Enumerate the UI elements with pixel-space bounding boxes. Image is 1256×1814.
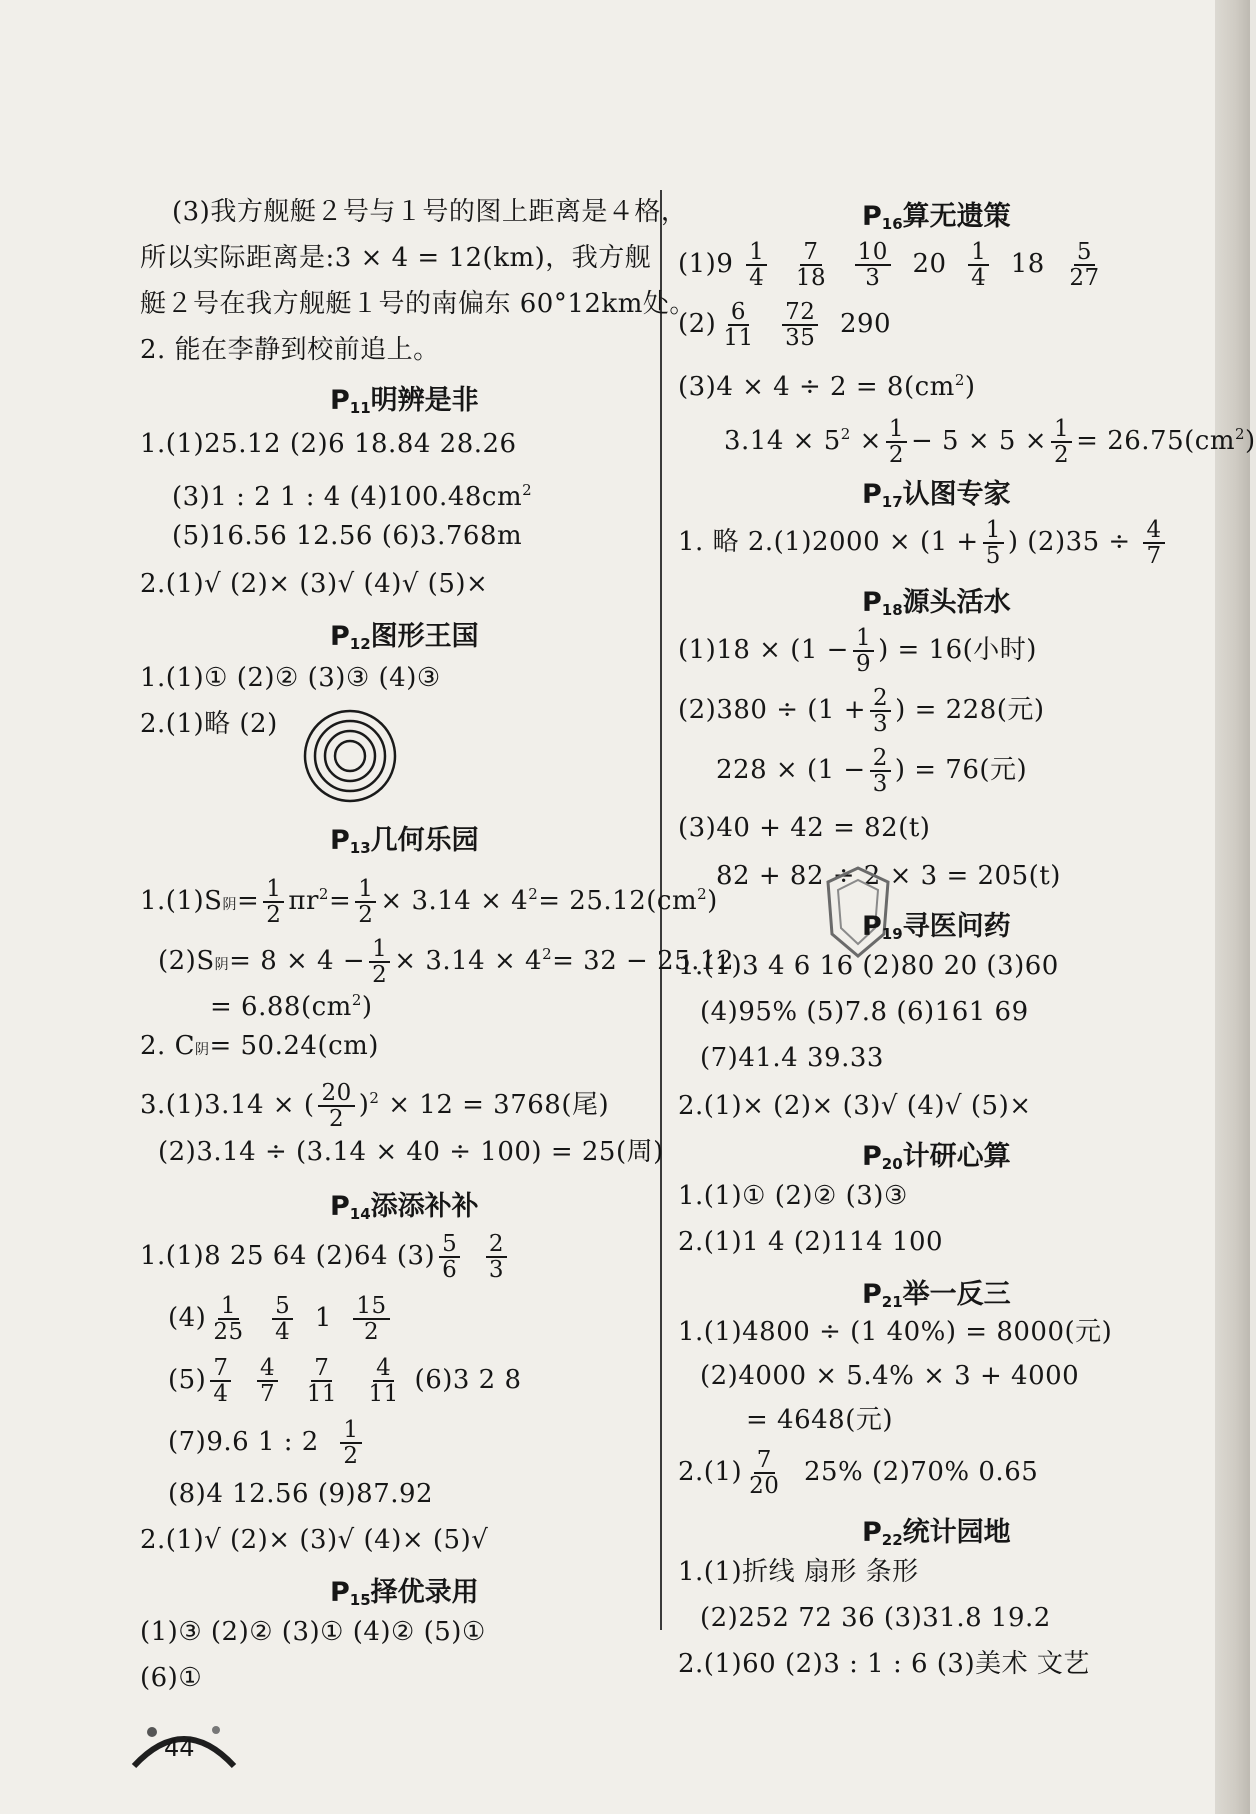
formula-line: 2.(1) $\frac{7}{20}$ 25% (2)70% 0.65	[678, 1447, 1039, 1499]
formula-line: (5) $\frac{7}{4}$ $\frac{4}{7}$ $\frac{7}{11}$ $\frac{4}{11}$ (6)3 2 8	[168, 1355, 522, 1407]
text-line: (6)①	[140, 1663, 203, 1693]
text-line: 2. 能在李静到校前追上。	[140, 335, 440, 365]
formula-line: 228 × (1 − $\frac{2}{3}$ ) = 76(元)	[716, 745, 1028, 797]
text-line: 2.(1)1 4 (2)114 100	[678, 1227, 944, 1257]
text-line: 1.(1)① (2)② (3)③ (4)③	[140, 663, 441, 693]
text-line: 2.(1)60 (2)3 : 1 : 6 (3)美术 文艺	[678, 1649, 1090, 1679]
section-heading: $P_{15}$择优录用	[330, 1577, 479, 1609]
text-line: (3)我方舰艇２号与１号的图上距离是４格，	[172, 197, 688, 227]
page-number: 44	[164, 1734, 195, 1762]
text-line: 1.(1)25.12 (2)6 18.84 28.26	[140, 429, 517, 459]
formula-line: $3.14 \times 5^2$ × $\frac{1}{2}$ − 5 × 5 × $\frac{1}{2}$ = $26.75(cm^2)$	[724, 416, 1256, 468]
formula-line: 3.(1)3.14 × ( $\frac{20}{2}$ )$^2$ × 12 = 3768(尾)	[140, 1080, 610, 1132]
formula-line: (1)18 × (1 − $\frac{1}{9}$ ) = 16(小时)	[678, 625, 1037, 677]
section-heading: $P_{22}$统计园地	[862, 1517, 1011, 1549]
text-line: 艇２号在我方舰艇１号的南偏东 60°12km处。	[140, 289, 696, 319]
text-line: (4)95% (5)7.8 (6)161 69	[700, 997, 1029, 1027]
section-heading: $P_{16}$算无遗策	[862, 201, 1011, 233]
text-line: 1.(1)4800 ÷ (1 40%) = 8000(元)	[678, 1317, 1113, 1347]
formula-line: (1)9 $\frac{1}{4}$ $\frac{7}{18}$ $\frac{10}{3}$ 20 $\frac{1}{4}$ 18 $\frac{5}{27}$	[678, 239, 1100, 291]
text-line: 1.(1)3 4 6 16 (2)80 20 (3)60	[678, 951, 1059, 981]
section-heading: $P_{12}$图形王国	[330, 621, 479, 653]
text-line: 所以实际距离是:3 × 4 = 12(km)，我方舰	[140, 243, 652, 273]
text-line: (5)16.56 12.56 (6)3.768m	[172, 521, 523, 551]
section-heading: $P_{13}$几何乐园	[330, 825, 479, 857]
text-line: 2.(1)√ (2)× (3)√ (4)× (5)√	[140, 1525, 489, 1555]
formula-line: (2) $\frac{6}{11}$ $\frac{72}{35}$ 290	[678, 299, 892, 351]
text-line: (7)41.4 39.33	[700, 1043, 884, 1073]
formula-line: (7)9.6 1 : 2 $\frac{1}{2}$	[168, 1414, 366, 1470]
section-heading: $P_{18}$源头活水	[862, 587, 1011, 619]
section-heading: $P_{14}$添添补补	[330, 1191, 479, 1223]
text-line: 2.(1)√ (2)× (3)√ (4)√ (5)×	[140, 569, 489, 599]
formula-line: (2)S阴= 8 × 4 − $\frac{1}{2}$ × $3.14 \times 4^2= 32 - 25.12$	[158, 936, 735, 988]
text-line: 2.(1)× (2)× (3)√ (4)√ (5)×	[678, 1091, 1032, 1121]
text-line: (2)3.14 ÷ (3.14 × 40 ÷ 100) = 25(周)	[158, 1137, 664, 1167]
formula-line: 1.(1)8 25 64 (2)64 (3) $\frac{5}{6}$ $\frac{2}{3}$	[140, 1228, 511, 1284]
text-line: = $6.88(cm^2)$	[210, 991, 373, 1022]
concentric-circles-figure	[300, 706, 400, 806]
text-line: (8)4 12.56 (9)87.92	[168, 1479, 434, 1509]
section-heading: $P_{21}$举一反三	[862, 1279, 1011, 1311]
section-heading: $P_{11}$明辨是非	[330, 385, 479, 417]
formula-line: 1. 略 2.(1)2000 × (1 + $\frac{1}{5}$ ) (2)35 ÷ $\frac{4}{7}$	[678, 514, 1169, 570]
text-line: 2. C阴= 50.24(cm)	[140, 1031, 379, 1061]
text-line: 1.(1)① (2)② (3)③	[678, 1181, 908, 1211]
formula-line: 1.(1)S阴= $\frac{1}{2}$ $\pi r^2=$ $\frac{1}{2}$ × $3.14 \times 4^2= 25.12(cm^2)$	[140, 876, 718, 928]
text-line: (2)4000 × 5.4% × 3 + 4000	[700, 1361, 1080, 1391]
page-edge	[1215, 0, 1250, 1814]
text-line: (1)③ (2)② (3)① (4)② (5)①	[140, 1617, 486, 1647]
text-line: 82 + 82 ÷ 2 × 3 = 205(t)	[716, 861, 1061, 891]
section-heading: $P_{17}$认图专家	[862, 479, 1011, 511]
text-line: $(3)4 \times 4 \div 2 = 8(cm^2)$	[678, 371, 976, 402]
text-line: (2)252 72 36 (3)31.8 19.2	[700, 1603, 1051, 1633]
formula-line: (2)380 ÷ (1 + $\frac{2}{3}$ ) = 228(元)	[678, 685, 1045, 737]
section-heading: $P_{20}$计研心算	[862, 1141, 1011, 1173]
text-line: 1.(1)折线 扇形 条形	[678, 1557, 919, 1587]
text-line: (3)40 + 42 = 82(t)	[678, 813, 931, 843]
section-heading: $P_{19}$寻医问药	[862, 911, 1011, 943]
text-line: 2.(1)略 (2)	[140, 709, 278, 739]
text-line: = 4648(元)	[746, 1405, 894, 1435]
page-number-badge	[130, 1718, 238, 1768]
formula-line: (4) $\frac{1}{25}$ $\frac{5}{4}$ 1 $\frac{15}{2}$	[168, 1290, 394, 1346]
text-line: (3)1 : 2 1 : 4 $(4)100.48cm^2$	[172, 481, 533, 512]
